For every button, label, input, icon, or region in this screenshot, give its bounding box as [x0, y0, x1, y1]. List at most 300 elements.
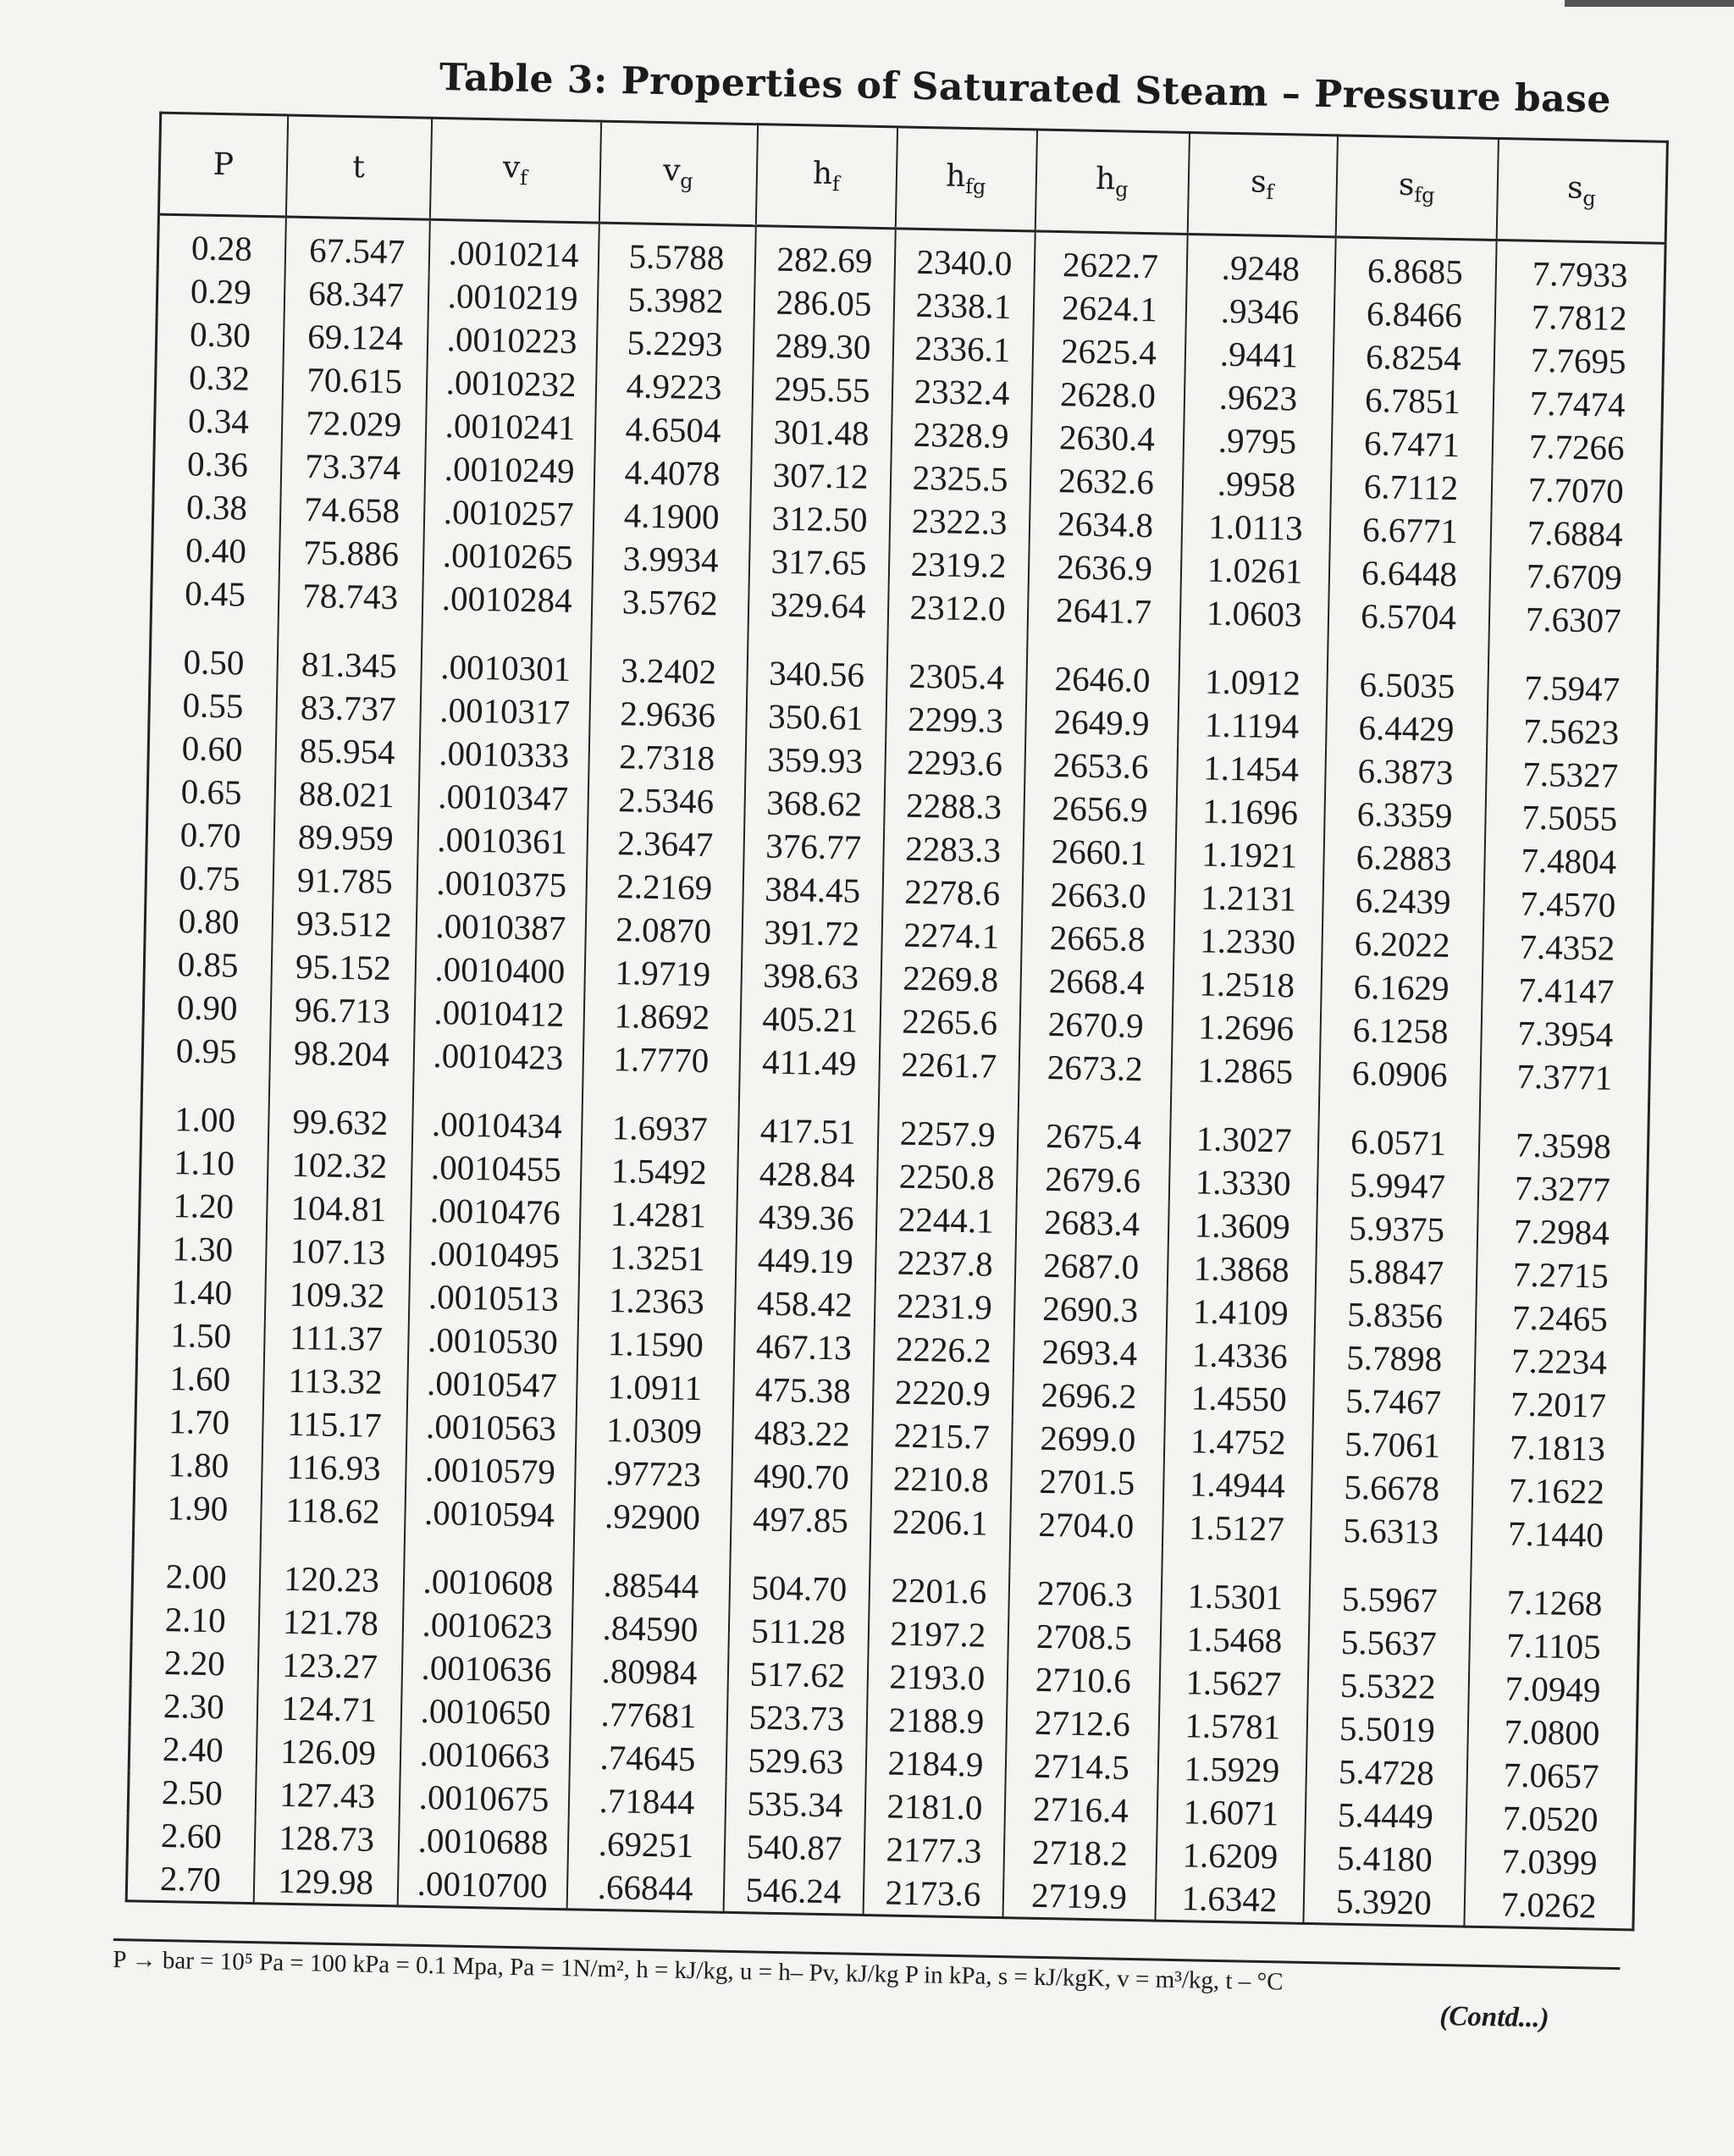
- table-cell: .0010219: [428, 274, 598, 321]
- table-cell: 5.8847: [1315, 1249, 1477, 1296]
- table-title: Table 3: Properties of Saturated Steam – Pressure base: [439, 55, 1612, 122]
- table-cell: 2206.1: [870, 1500, 1010, 1545]
- table-cell: .92900: [574, 1494, 732, 1540]
- table-cell: 1.5627: [1159, 1661, 1308, 1706]
- table-cell: 1.60: [136, 1356, 264, 1401]
- table-cell: 2312.0: [887, 585, 1028, 631]
- spacer-cell: [1488, 640, 1658, 669]
- table-cell: 0.36: [153, 442, 281, 488]
- table-cell: 124.71: [257, 1686, 401, 1732]
- table-cell: 2690.3: [1013, 1286, 1167, 1332]
- table-cell: 529.63: [726, 1739, 866, 1784]
- table-cell: .0010249: [424, 447, 594, 494]
- table-cell: 2683.4: [1015, 1200, 1168, 1246]
- table-cell: 7.7933: [1495, 240, 1665, 297]
- header-t: t: [285, 115, 431, 219]
- table-cell: 398.63: [741, 954, 881, 999]
- table-cell: 78.743: [278, 573, 422, 619]
- table-cell: 2656.9: [1024, 786, 1177, 832]
- table-cell: 4.1900: [593, 494, 750, 540]
- table-cell: 2338.1: [893, 283, 1034, 329]
- table-cell: 6.8466: [1334, 291, 1495, 338]
- table-cell: 7.2715: [1476, 1252, 1646, 1299]
- table-cell: 1.3330: [1168, 1160, 1317, 1206]
- table-cell: 111.37: [264, 1315, 409, 1361]
- table-cell: 1.6937: [581, 1105, 738, 1152]
- table-cell: 2632.6: [1030, 458, 1183, 504]
- table-cell: 1.1454: [1177, 746, 1326, 792]
- table-cell: 1.3027: [1169, 1117, 1318, 1163]
- spacer-cell: [1179, 634, 1328, 662]
- table-cell: 81.345: [277, 642, 422, 688]
- table-cell: .0010317: [420, 688, 590, 735]
- table-cell: 2622.7: [1034, 231, 1187, 289]
- table-cell: 5.5637: [1308, 1620, 1470, 1667]
- header-sf: $s_f$: [1187, 132, 1337, 236]
- table-cell: 1.5492: [580, 1148, 737, 1195]
- table-cell: .0010688: [398, 1818, 568, 1865]
- table-cell: 7.5623: [1487, 709, 1657, 755]
- table-cell: 75.886: [279, 530, 423, 576]
- table-cell: 2710.6: [1007, 1657, 1160, 1703]
- table-cell: 6.5704: [1328, 594, 1489, 640]
- table-cell: 6.2022: [1322, 921, 1483, 968]
- table-cell: 116.93: [262, 1445, 406, 1490]
- table-cell: 7.2234: [1474, 1339, 1644, 1385]
- table-cell: 0.38: [152, 485, 280, 531]
- table-cell: .0010663: [400, 1732, 570, 1778]
- table-cell: 5.4728: [1306, 1750, 1467, 1796]
- table-cell: .9958: [1182, 462, 1331, 507]
- table-cell: .0010513: [408, 1275, 578, 1322]
- table-cell: 2257.9: [877, 1111, 1018, 1157]
- table-cell: 1.9719: [584, 950, 742, 997]
- table-cell: 2.40: [129, 1727, 257, 1772]
- table-cell: 72.029: [281, 401, 426, 446]
- units-footnote: P → bar = 10⁵ Pa = 100 kPa = 0.1 Mpa, Pa = 1N/m², h = kJ/kg, u = h– Pv, kJ/kg P in kPa, s = kJ/kgK, v = m³/kg, t – °C: [113, 1938, 1620, 2003]
- table-cell: 0.55: [149, 683, 277, 729]
- table-cell: 1.90: [134, 1485, 262, 1531]
- table-cell: 7.4804: [1484, 838, 1654, 885]
- table-cell: 1.1921: [1175, 832, 1324, 878]
- table-cell: 384.45: [743, 867, 883, 913]
- table-cell: 467.13: [733, 1324, 874, 1370]
- document-page: [89, 34, 1664, 2034]
- table-cell: 1.4752: [1163, 1419, 1312, 1465]
- table-cell: 7.4570: [1483, 882, 1654, 928]
- table-cell: .77681: [570, 1692, 727, 1739]
- table-cell: 7.3954: [1481, 1011, 1651, 1058]
- table-cell: 6.7112: [1330, 464, 1492, 511]
- table-cell: 6.8685: [1334, 237, 1496, 295]
- table-cell: .0010400: [415, 948, 585, 994]
- table-cell: 7.1268: [1470, 1580, 1640, 1627]
- table-cell: 1.2518: [1173, 962, 1322, 1008]
- table-cell: 68.347: [284, 271, 428, 317]
- table-cell: .0010594: [405, 1490, 575, 1537]
- table-cell: 1.40: [138, 1269, 266, 1315]
- table-cell: 2712.6: [1006, 1700, 1159, 1746]
- table-cell: 0.29: [157, 269, 284, 315]
- table-cell: 2.2169: [586, 864, 743, 910]
- table-cell: 2283.3: [883, 826, 1024, 872]
- table-cell: .0010214: [428, 219, 599, 277]
- table-cell: .0010284: [422, 577, 592, 623]
- table-cell: 340.56: [747, 651, 887, 697]
- table-cell: .0010265: [422, 533, 593, 580]
- table-cell: 0.40: [152, 528, 279, 574]
- table-cell: 1.0309: [575, 1407, 732, 1454]
- table-cell: .71844: [568, 1778, 726, 1825]
- table-cell: 2.70: [126, 1856, 254, 1903]
- table-cell: 5.5967: [1309, 1577, 1471, 1623]
- table-cell: 2.10: [131, 1597, 259, 1643]
- table-cell: 115.17: [262, 1401, 407, 1447]
- table-cell: 301.48: [751, 410, 892, 456]
- spacer-cell: [404, 1534, 574, 1562]
- table-cell: 2630.4: [1030, 415, 1184, 461]
- table-cell: 2668.4: [1020, 959, 1173, 1004]
- table-cell: 7.6884: [1490, 511, 1660, 557]
- table-cell: 439.36: [736, 1195, 876, 1241]
- table-cell: 127.43: [255, 1772, 400, 1818]
- table-cell: 2641.7: [1027, 588, 1180, 633]
- table-cell: .80984: [571, 1649, 728, 1695]
- table-cell: 6.5035: [1327, 662, 1488, 709]
- table-cell: 7.7266: [1492, 424, 1662, 471]
- table-cell: 70.615: [282, 357, 427, 403]
- table-cell: 6.0906: [1319, 1051, 1481, 1097]
- table-cell: 490.70: [731, 1454, 871, 1500]
- table-cell: 6.0571: [1317, 1119, 1479, 1166]
- table-cell: .0010530: [407, 1318, 577, 1365]
- table-cell: 2.5346: [588, 777, 745, 824]
- table-cell: 95.152: [271, 944, 416, 990]
- table-cell: 7.5055: [1485, 795, 1655, 842]
- table-cell: 5.7061: [1312, 1422, 1473, 1468]
- table-cell: 2173.6: [863, 1871, 1003, 1918]
- table-cell: .88544: [572, 1562, 730, 1609]
- table-cell: 1.50: [137, 1313, 265, 1358]
- table-cell: 3.9934: [592, 537, 749, 583]
- table-cell: 1.4109: [1166, 1290, 1315, 1335]
- table-cell: 6.3873: [1325, 749, 1487, 795]
- table-cell: 0.28: [157, 214, 285, 271]
- table-cell: 5.9375: [1316, 1206, 1477, 1252]
- table-cell: 2250.8: [876, 1154, 1017, 1200]
- table-cell: 74.658: [279, 487, 424, 533]
- table-cell: 2706.3: [1008, 1571, 1162, 1617]
- table-cell: 120.23: [259, 1556, 404, 1602]
- table-cell: .0010476: [410, 1189, 580, 1236]
- table-cell: 7.1105: [1469, 1623, 1639, 1670]
- table-cell: 286.05: [754, 280, 894, 326]
- table-cell: 6.7471: [1331, 421, 1493, 467]
- table-cell: 2181.0: [864, 1784, 1005, 1830]
- table-cell: .97723: [575, 1451, 732, 1497]
- table-cell: 1.30: [138, 1226, 266, 1272]
- table-cell: 2184.9: [865, 1741, 1006, 1787]
- table-cell: 2293.6: [885, 740, 1025, 786]
- table-cell: .0010241: [425, 404, 595, 451]
- table-cell: 405.21: [740, 997, 881, 1042]
- table-cell: 6.4429: [1326, 705, 1488, 752]
- table-cell: 1.5468: [1160, 1617, 1309, 1663]
- table-cell: 1.5929: [1157, 1747, 1306, 1793]
- table-cell: 6.2439: [1323, 878, 1484, 925]
- table-cell: 391.72: [742, 910, 882, 956]
- table-cell: 0.30: [156, 312, 284, 358]
- table-cell: .0010650: [400, 1689, 571, 1735]
- table-cell: 7.3277: [1477, 1166, 1648, 1213]
- table-cell: 359.93: [745, 738, 886, 783]
- table-cell: 104.81: [266, 1186, 411, 1231]
- table-cell: 2701.5: [1010, 1459, 1163, 1505]
- table-cell: 7.7474: [1493, 381, 1663, 428]
- table-cell: .9795: [1183, 418, 1332, 464]
- table-cell: 5.3920: [1303, 1879, 1465, 1927]
- table-cell: 2325.5: [890, 456, 1030, 501]
- table-cell: 428.84: [737, 1152, 877, 1197]
- table-cell: .0010434: [411, 1103, 582, 1149]
- table-cell: 0.90: [143, 985, 271, 1031]
- table-cell: 91.785: [273, 858, 417, 904]
- table-cell: 2696.2: [1012, 1373, 1165, 1418]
- header-vf: $v_f$: [429, 118, 600, 223]
- table-cell: 1.6209: [1156, 1833, 1305, 1879]
- table-cell: 2.20: [130, 1640, 258, 1686]
- table-cell: 7.0800: [1467, 1710, 1637, 1756]
- table-cell: 2687.0: [1014, 1243, 1168, 1289]
- table-cell: 2636.9: [1028, 545, 1181, 590]
- table-cell: 2.7318: [588, 734, 746, 781]
- table-cell: 89.959: [273, 815, 418, 860]
- table-cell: 2646.0: [1026, 656, 1179, 702]
- spacer-cell: [1027, 631, 1180, 659]
- table-cell: 376.77: [743, 824, 884, 870]
- table-cell: 5.5322: [1307, 1663, 1469, 1710]
- table-cell: 5.8356: [1314, 1292, 1476, 1339]
- table-cell: 2699.0: [1011, 1416, 1164, 1462]
- spacer-cell: [1471, 1555, 1641, 1584]
- table-cell: .74645: [569, 1735, 726, 1782]
- table-cell: .69251: [567, 1822, 725, 1868]
- table-cell: 2210.8: [870, 1457, 1011, 1502]
- table-cell: 2704.0: [1009, 1502, 1162, 1548]
- table-cell: 4.9223: [595, 364, 753, 411]
- table-cell: 523.73: [726, 1695, 867, 1741]
- table-cell: 69.124: [283, 314, 428, 360]
- table-cell: 3.2402: [590, 649, 748, 695]
- table-cell: 5.9947: [1317, 1163, 1478, 1209]
- table-cell: 1.4281: [579, 1191, 737, 1238]
- table-cell: 1.5781: [1158, 1704, 1307, 1750]
- header-sfg: $s_{fg}$: [1335, 135, 1498, 240]
- table-cell: 6.6448: [1328, 550, 1490, 597]
- table-cell: 96.713: [270, 987, 415, 1033]
- table-cell: 7.2017: [1473, 1382, 1643, 1429]
- table-cell: 2332.4: [892, 369, 1032, 415]
- table-cell: 417.51: [737, 1108, 878, 1154]
- table-cell: 475.38: [732, 1368, 873, 1413]
- table-cell: 7.1622: [1472, 1468, 1642, 1515]
- table-cell: 0.95: [142, 1028, 270, 1074]
- table-cell: 113.32: [263, 1358, 408, 1404]
- table-cell: 1.5127: [1162, 1506, 1311, 1551]
- table-cell: 88.021: [274, 771, 419, 817]
- table-cell: .0010361: [417, 818, 588, 865]
- table-cell: 2624.1: [1033, 285, 1186, 331]
- spacer-cell: [1328, 637, 1489, 666]
- table-cell: .0010333: [419, 732, 589, 778]
- table-cell: .66844: [566, 1865, 724, 1912]
- table-cell: 6.1258: [1320, 1008, 1482, 1054]
- table-cell: 7.4147: [1482, 968, 1652, 1014]
- table-cell: 2625.4: [1032, 329, 1185, 374]
- table-cell: 1.20: [139, 1183, 267, 1229]
- table-cell: 1.3609: [1168, 1203, 1317, 1249]
- header-hfg: $h_{fg}$: [895, 127, 1036, 231]
- table-cell: 2660.1: [1023, 829, 1176, 875]
- table-cell: 295.55: [752, 367, 892, 412]
- table-cell: 2665.8: [1021, 915, 1174, 961]
- table-cell: .0010223: [427, 318, 597, 364]
- table-cell: 2215.7: [871, 1413, 1012, 1459]
- table-cell: 0.50: [150, 640, 278, 686]
- table-cell: 5.7467: [1312, 1379, 1474, 1425]
- table-cell: .0010412: [414, 991, 584, 1037]
- table-cell: .9248: [1186, 234, 1335, 291]
- table-cell: 6.7851: [1332, 378, 1494, 424]
- table-cell: .0010563: [406, 1405, 577, 1451]
- table-cell: 2305.4: [886, 654, 1027, 699]
- table-cell: 0.80: [145, 898, 273, 944]
- table-cell: .0010347: [418, 775, 588, 821]
- spacer-cell: [1318, 1094, 1480, 1123]
- table-cell: 282.69: [754, 226, 895, 284]
- table-cell: 7.0262: [1464, 1882, 1634, 1930]
- table-cell: 1.4944: [1162, 1462, 1312, 1508]
- table-cell: 0.34: [154, 399, 282, 445]
- table-cell: 2.9636: [589, 692, 747, 738]
- table-cell: .0010579: [406, 1447, 576, 1494]
- spacer-cell: [278, 616, 422, 644]
- spacer-cell: [730, 1540, 870, 1568]
- table-cell: .0010455: [411, 1146, 581, 1192]
- header-vg: $v_g$: [599, 121, 757, 226]
- spacer-cell: [1170, 1092, 1319, 1119]
- table-cell: 2673.2: [1019, 1045, 1172, 1091]
- table-cell: 7.0399: [1465, 1839, 1635, 1886]
- table-cell: 5.4449: [1305, 1793, 1466, 1839]
- table-cell: 7.4352: [1483, 925, 1653, 971]
- table-cell: 2670.9: [1019, 1002, 1173, 1048]
- table-cell: .0010301: [421, 645, 591, 692]
- table-cell: 2177.3: [864, 1827, 1004, 1873]
- table-cell: 0.85: [144, 942, 272, 987]
- table-cell: 6.8254: [1333, 334, 1494, 381]
- spacer-cell: [591, 623, 748, 652]
- spacer-cell: [133, 1529, 261, 1556]
- table-cell: 1.2696: [1172, 1005, 1321, 1051]
- table-cell: 107.13: [265, 1229, 410, 1274]
- table-cell: 2226.2: [873, 1327, 1013, 1373]
- table-cell: 350.61: [746, 694, 886, 740]
- table-cell: 307.12: [750, 453, 891, 499]
- table-cell: 5.6313: [1310, 1508, 1472, 1555]
- table-cell: 2679.6: [1016, 1157, 1169, 1202]
- table-cell: .0010636: [401, 1645, 572, 1692]
- table-cell: 7.0520: [1466, 1796, 1636, 1843]
- table-cell: 2.30: [130, 1683, 257, 1729]
- table-cell: 2.60: [127, 1813, 255, 1859]
- table-cell: 1.0603: [1179, 591, 1328, 637]
- table-cell: 102.32: [267, 1142, 411, 1188]
- table-cell: 7.7695: [1494, 338, 1664, 384]
- spacer-cell: [1479, 1097, 1649, 1126]
- table-cell: 317.65: [748, 539, 889, 585]
- spacer-cell: [887, 628, 1028, 656]
- table-cell: 0.70: [146, 812, 274, 858]
- table-cell: 411.49: [739, 1040, 880, 1086]
- table-cell: 2.0870: [585, 907, 743, 954]
- table-cell: 1.10: [140, 1140, 268, 1186]
- table-cell: 312.50: [749, 496, 890, 542]
- table-cell: 458.42: [734, 1281, 875, 1327]
- table-cell: .0010623: [402, 1602, 572, 1649]
- table-cell: 1.3868: [1167, 1247, 1316, 1292]
- table-cell: 2.00: [132, 1554, 260, 1600]
- spacer-cell: [260, 1531, 405, 1559]
- table-cell: 517.62: [727, 1652, 868, 1698]
- table-cell: 1.2330: [1173, 919, 1323, 965]
- table-cell: 73.374: [280, 444, 425, 489]
- table-cell: 2634.8: [1029, 501, 1182, 547]
- table-cell: 7.5327: [1486, 752, 1656, 799]
- table-cell: 0.75: [146, 855, 273, 901]
- table-cell: 2.50: [128, 1770, 256, 1816]
- spacer-cell: [738, 1083, 879, 1111]
- table-cell: .0010232: [426, 361, 596, 407]
- table-cell: .0010608: [403, 1559, 573, 1606]
- table-cell: 2274.1: [881, 913, 1022, 959]
- table-cell: 1.0912: [1179, 660, 1328, 705]
- table-cell: 5.5019: [1306, 1706, 1468, 1753]
- table-cell: 5.5788: [598, 223, 755, 280]
- table-cell: 128.73: [254, 1816, 399, 1861]
- table-cell: 4.4078: [594, 451, 751, 497]
- header-sg: $s_g$: [1496, 138, 1667, 243]
- table-cell: 1.0261: [1180, 548, 1329, 594]
- table-cell: .0010675: [399, 1775, 569, 1822]
- table-cell: 368.62: [744, 781, 885, 826]
- spacer-cell: [870, 1543, 1010, 1571]
- table-cell: 2231.9: [874, 1284, 1014, 1330]
- table-cell: 2288.3: [884, 783, 1024, 829]
- table-cell: 2340.0: [894, 229, 1035, 286]
- table-cell: 7.3771: [1480, 1054, 1650, 1101]
- continued-label: (Contd...): [1439, 2001, 1549, 2034]
- table-cell: 1.80: [135, 1442, 262, 1488]
- table-cell: 7.0657: [1466, 1753, 1637, 1799]
- table-cell: 449.19: [735, 1238, 875, 1284]
- table-cell: 0.65: [147, 770, 275, 815]
- table-cell: 126.09: [256, 1729, 400, 1775]
- spacer-cell: [582, 1080, 739, 1108]
- table-cell: 535.34: [725, 1782, 865, 1827]
- table-cell: 2328.9: [891, 412, 1031, 458]
- table-cell: 497.85: [730, 1497, 870, 1543]
